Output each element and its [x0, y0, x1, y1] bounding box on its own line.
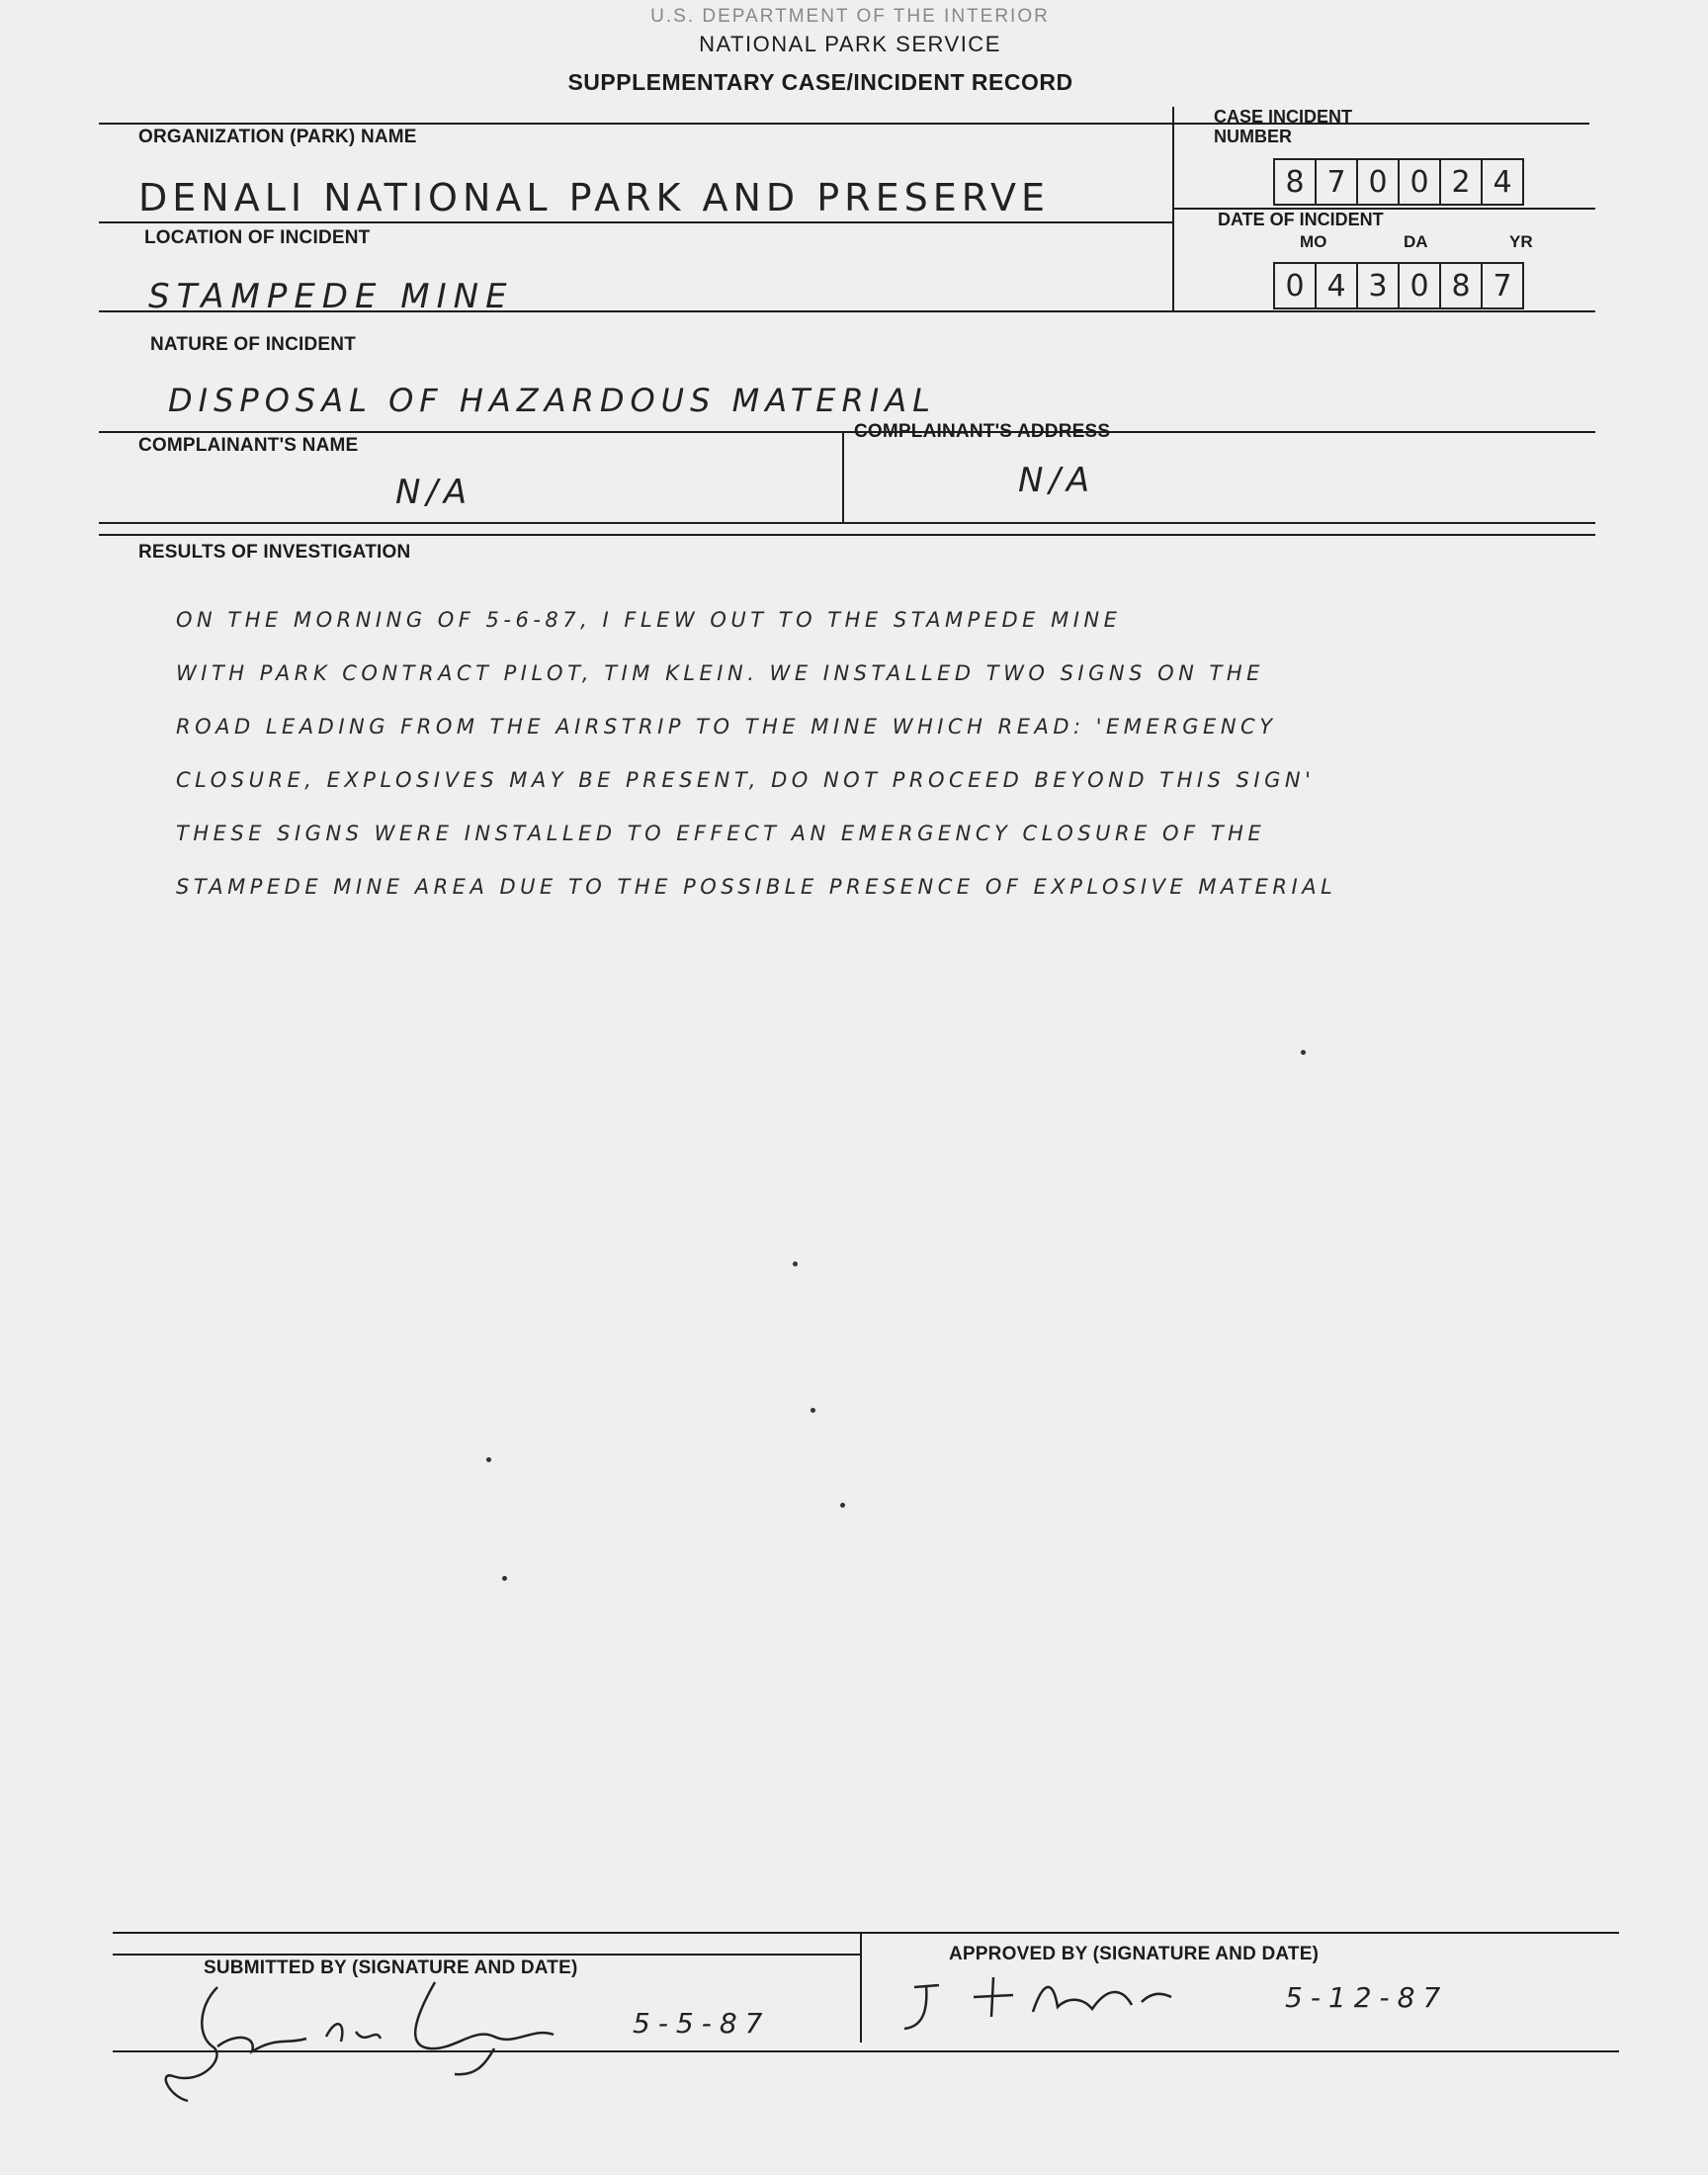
date-digit-box: 0	[1398, 262, 1441, 309]
nature-value[interactable]: DISPOSAL OF HAZARDOUS MATERIAL	[168, 382, 936, 419]
scan-speck	[793, 1262, 798, 1266]
date-mo-label: MO	[1300, 232, 1327, 251]
footer-divider	[860, 1932, 862, 2043]
results-top-rule	[99, 534, 1595, 536]
agency-department: U.S. DEPARTMENT OF THE INTERIOR	[650, 6, 1050, 22]
footer-top-rule	[113, 1932, 1619, 1934]
results-line: ROAD LEADING FROM THE AIRSTRIP TO THE MINE WHICH READ: 'EMERGENCY	[176, 715, 1277, 739]
case-digit-box: 8	[1273, 158, 1317, 206]
form-title: SUPPLEMENTARY CASE/INCIDENT RECORD	[567, 69, 1073, 95]
complainant-divider	[842, 431, 844, 522]
date-digit-box: 0	[1273, 262, 1317, 309]
agency-name: NATIONAL PARK SERVICE	[699, 32, 1001, 56]
date-label: DATE OF INCIDENT	[1218, 210, 1384, 229]
results-line: WITH PARK CONTRACT PILOT, TIM KLEIN. WE INSTALLED TWO SIGNS ON THE	[176, 661, 1264, 685]
organization-value[interactable]: DENALI NATIONAL PARK AND PRESERVE	[138, 176, 1051, 219]
results-line: ON THE MORNING OF 5-6-87, I FLEW OUT TO THE STAMPEDE MINE	[176, 608, 1122, 632]
case-number-boxes[interactable]	[1275, 158, 1524, 206]
approved-signature	[895, 1967, 1270, 2056]
date-boxes[interactable]	[1275, 262, 1524, 309]
date-digit-box: 8	[1439, 262, 1483, 309]
scan-speck	[502, 1576, 507, 1581]
approved-label: APPROVED BY (SIGNATURE AND DATE)	[949, 1944, 1320, 1964]
case-digit-box: 7	[1315, 158, 1358, 206]
approved-date: 5-12-87	[1285, 1981, 1449, 2014]
footer-left-rule	[113, 1954, 860, 1956]
date-digit-box: 4	[1315, 262, 1358, 309]
results-line: THESE SIGNS WERE INSTALLED TO EFFECT AN EMERGENCY CLOSURE OF THE	[176, 822, 1266, 845]
organization-label: ORGANIZATION (PARK) NAME	[138, 127, 417, 147]
scan-speck	[486, 1457, 491, 1462]
results-line: STAMPEDE MINE AREA DUE TO THE POSSIBLE PRESENCE OF EXPLOSIVE MATERIAL	[176, 875, 1337, 899]
results-label: RESULTS OF INVESTIGATION	[138, 542, 411, 563]
nature-label: NATURE OF INCIDENT	[150, 334, 357, 355]
submitted-signature	[158, 1977, 633, 2106]
case-digit-box: 0	[1356, 158, 1400, 206]
complainant-bottom-rule	[99, 522, 1595, 524]
scan-speck	[1301, 1050, 1306, 1055]
submitted-label: SUBMITTED BY (SIGNATURE AND DATE)	[204, 1958, 578, 1978]
results-text[interactable]	[176, 593, 1659, 914]
scan-speck	[811, 1408, 815, 1413]
case-column-divider	[1172, 107, 1174, 312]
case-number-label-line1: CASE INCIDENT	[1214, 107, 1353, 127]
date-da-label: DA	[1404, 232, 1428, 251]
date-yr-label: YR	[1509, 232, 1533, 251]
form-top-rule	[99, 123, 1589, 125]
org-bottom-rule	[99, 221, 1172, 223]
scan-speck	[840, 1503, 845, 1508]
date-digit-box: 3	[1356, 262, 1400, 309]
case-digit-box: 0	[1398, 158, 1441, 206]
complainant-name-value[interactable]: N/A	[395, 473, 473, 512]
results-line: CLOSURE, EXPLOSIVES MAY BE PRESENT, DO NOT PROCEED BEYOND THIS SIGN'	[176, 768, 1316, 792]
submitted-date: 5-5-87	[633, 2007, 771, 2040]
complainant-address-value[interactable]: N/A	[1018, 461, 1096, 500]
date-digit-box: 7	[1481, 262, 1524, 309]
location-value[interactable]: STAMPEDE MINE	[148, 277, 514, 316]
case-number-label	[1214, 107, 1352, 146]
case-digit-box: 4	[1481, 158, 1524, 206]
case-number-label-line2: NUMBER	[1214, 127, 1292, 146]
location-label: LOCATION OF INCIDENT	[144, 227, 371, 248]
complainant-name-label: COMPLAINANT'S NAME	[138, 435, 359, 456]
case-digit-box: 2	[1439, 158, 1483, 206]
nature-bottom-rule	[99, 431, 1595, 433]
complainant-address-label: COMPLAINANT'S ADDRESS	[854, 421, 1111, 442]
